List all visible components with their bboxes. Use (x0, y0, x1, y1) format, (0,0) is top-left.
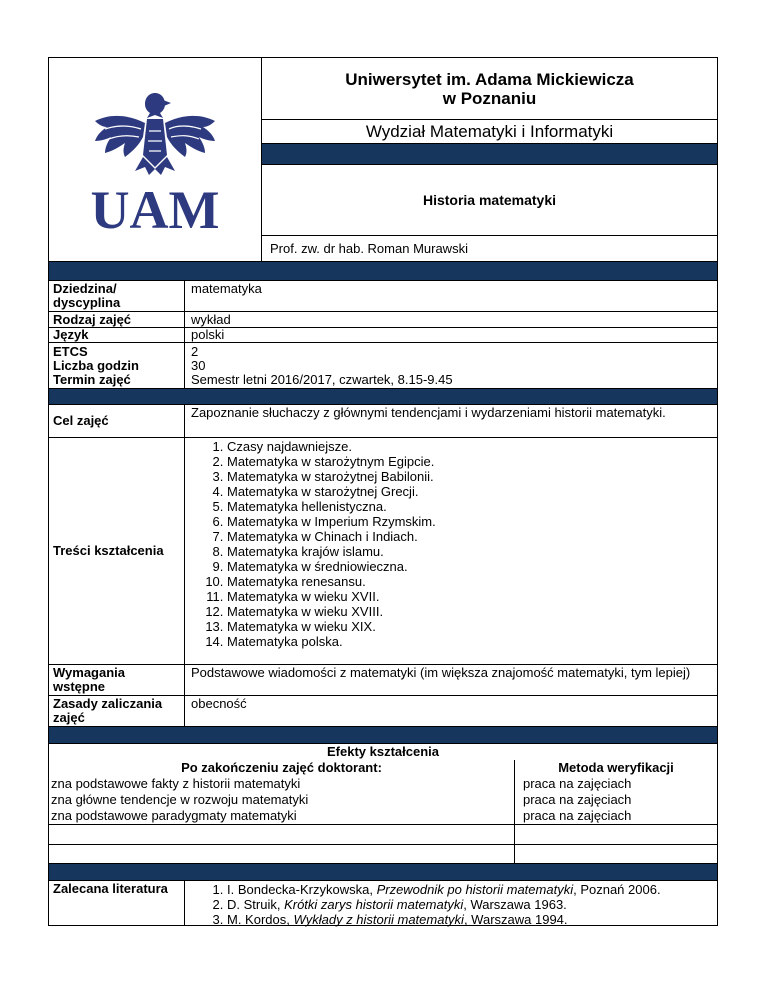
info-value: 2 (191, 344, 199, 359)
literature-author: D. Struik, (227, 897, 285, 912)
literature-list-cell (185, 881, 717, 925)
content-item: 3. Matematyka w starożytnej Babilonii. (227, 469, 711, 484)
lecturer-name: Prof. zw. dr hab. Roman Murawski (270, 241, 468, 256)
outcomes-title: Efekty kształcenia (49, 743, 717, 760)
literature-rest: , Poznań 2006. (573, 882, 661, 897)
info-value: 30 (191, 358, 206, 373)
section-band (49, 726, 717, 743)
outcomes-col2-header: Metoda weryfikacji (558, 760, 674, 775)
content-list-cell (185, 438, 717, 664)
outcome-empty-cell (515, 824, 717, 844)
outcome-method: praca na zajęciach (523, 808, 632, 823)
passing-value: obecność (191, 696, 247, 711)
info-label: Termin zajęć (53, 372, 131, 387)
literature-author: I. Bondecka-Krzykowska, (227, 882, 377, 897)
content-item: 10. Matematyka renesansu. (227, 574, 711, 589)
content-item: 12. Matematyka w wieku XVIII. (227, 604, 711, 619)
info-label-group (49, 312, 185, 342)
content-item: 5. Matematyka hellenistyczna. (227, 499, 711, 514)
literature-item (227, 897, 711, 912)
info-row-discipline (49, 280, 717, 311)
content-item: 9. Matematyka w średniowieczna. (227, 559, 711, 574)
info-label: ETCS (53, 344, 88, 359)
outcome-empty-cell (515, 844, 717, 863)
literature-row (49, 880, 717, 925)
university-name (262, 58, 717, 120)
content-list (191, 439, 711, 649)
info-label-group (49, 343, 185, 388)
outcome-effect: zna podstawowe fakty z historii matematyki (51, 776, 301, 791)
info-value: wykład (191, 312, 231, 327)
outcomes-col-effects (49, 760, 515, 863)
syllabus-page (48, 57, 718, 926)
outcome-empty-cell (49, 844, 514, 863)
info-label: Dziedzina/ dyscyplina (49, 281, 185, 311)
outcome-effect: zna podstawowe paradygmaty matematyki (51, 808, 297, 823)
literature-rest: , Warszawa 1963. (463, 897, 567, 912)
info-label: Rodzaj zajęć (53, 312, 132, 327)
requirements-row (49, 664, 717, 695)
content-row (49, 437, 717, 664)
content-item: 6. Matematyka w Imperium Rzymskim. (227, 514, 711, 529)
info-label: Liczba godzin (53, 358, 139, 373)
header-right (262, 58, 717, 261)
header-block (48, 57, 718, 262)
info-row-ects (49, 342, 717, 388)
literature-title: Przewodnik po historii matematyki (376, 882, 574, 897)
content-item: 11. Matematyka w wieku XVII. (227, 589, 711, 604)
course-title: Historia matematyki (262, 165, 717, 236)
literature-author: M. Kordos, (227, 912, 294, 927)
info-label: Język (49, 327, 184, 342)
logo-text: UAM (90, 179, 220, 235)
content-item: 13. Matematyka w wieku XIX. (227, 619, 711, 634)
faculty-band (262, 144, 717, 165)
outcomes-table (49, 760, 717, 863)
outcomes-col1-header: Po zakończeniu zajęć doktorant: (181, 760, 382, 775)
faculty-name: Wydział Matematyki i Informatyki (262, 120, 717, 144)
literature-rest: , Warszawa 1994. (463, 912, 568, 927)
goal-label: Cel zajęć (49, 405, 185, 437)
content-item: 8. Matematyka krajów islamu. (227, 544, 711, 559)
outcomes-col-methods (515, 760, 717, 863)
university-line-1: Uniwersytet im. Adama Mickiewicza (345, 69, 634, 89)
literature-label: Zalecana literatura (49, 881, 185, 925)
outcome-method: praca na zajęciach (523, 792, 632, 807)
requirements-label: Wymagania wstępne (49, 665, 185, 695)
literature-title: Wykłady z historii matematyki (293, 912, 464, 927)
literature-item (227, 882, 711, 897)
goal-row (49, 404, 717, 437)
info-value: polski (185, 327, 717, 342)
content-item: 2. Matematyka w starożytnym Egipcie. (227, 454, 711, 469)
info-row-type (49, 311, 717, 342)
passing-label: Zasady zaliczania zajęć (49, 696, 185, 726)
goal-value: Zapoznanie słuchaczy z głównymi tendencjami i wydarzeniami historii matematyki. (191, 405, 666, 420)
university-line-2: w Poznaniu (442, 88, 537, 108)
content-label: Treści kształcenia (49, 438, 185, 664)
outcome-effect: zna główne tendencje w rozwoju matematyki (51, 792, 309, 807)
content-item: 1. Czasy najdawniejsze. (227, 439, 711, 454)
info-value: Semestr letni 2016/2017, czwartek, 8.15-9.45 (191, 372, 453, 387)
content-item: 14. Matematyka polska. (227, 634, 711, 649)
info-block (48, 262, 718, 926)
passing-row (49, 695, 717, 726)
outcome-empty-cell (49, 824, 514, 844)
info-value-group (185, 312, 717, 342)
section-band (49, 388, 717, 404)
logo-cell (49, 58, 262, 261)
literature-item (227, 912, 711, 927)
section-band (49, 262, 717, 280)
literature-title: Krótki zarys historii matematyki (284, 897, 464, 912)
uam-eagle-logo (85, 85, 225, 235)
literature-list (191, 882, 711, 927)
section-band (49, 863, 717, 880)
content-item: 4. Matematyka w starożytnej Grecji. (227, 484, 711, 499)
info-value-group (185, 343, 717, 388)
outcome-method: praca na zajęciach (523, 776, 632, 791)
content-item: 7. Matematyka w Chinach i Indiach. (227, 529, 711, 544)
info-value: matematyka (191, 281, 262, 296)
requirements-value: Podstawowe wiadomości z matematyki (im większa znajomość matematyki, tym lepiej) (191, 665, 691, 680)
